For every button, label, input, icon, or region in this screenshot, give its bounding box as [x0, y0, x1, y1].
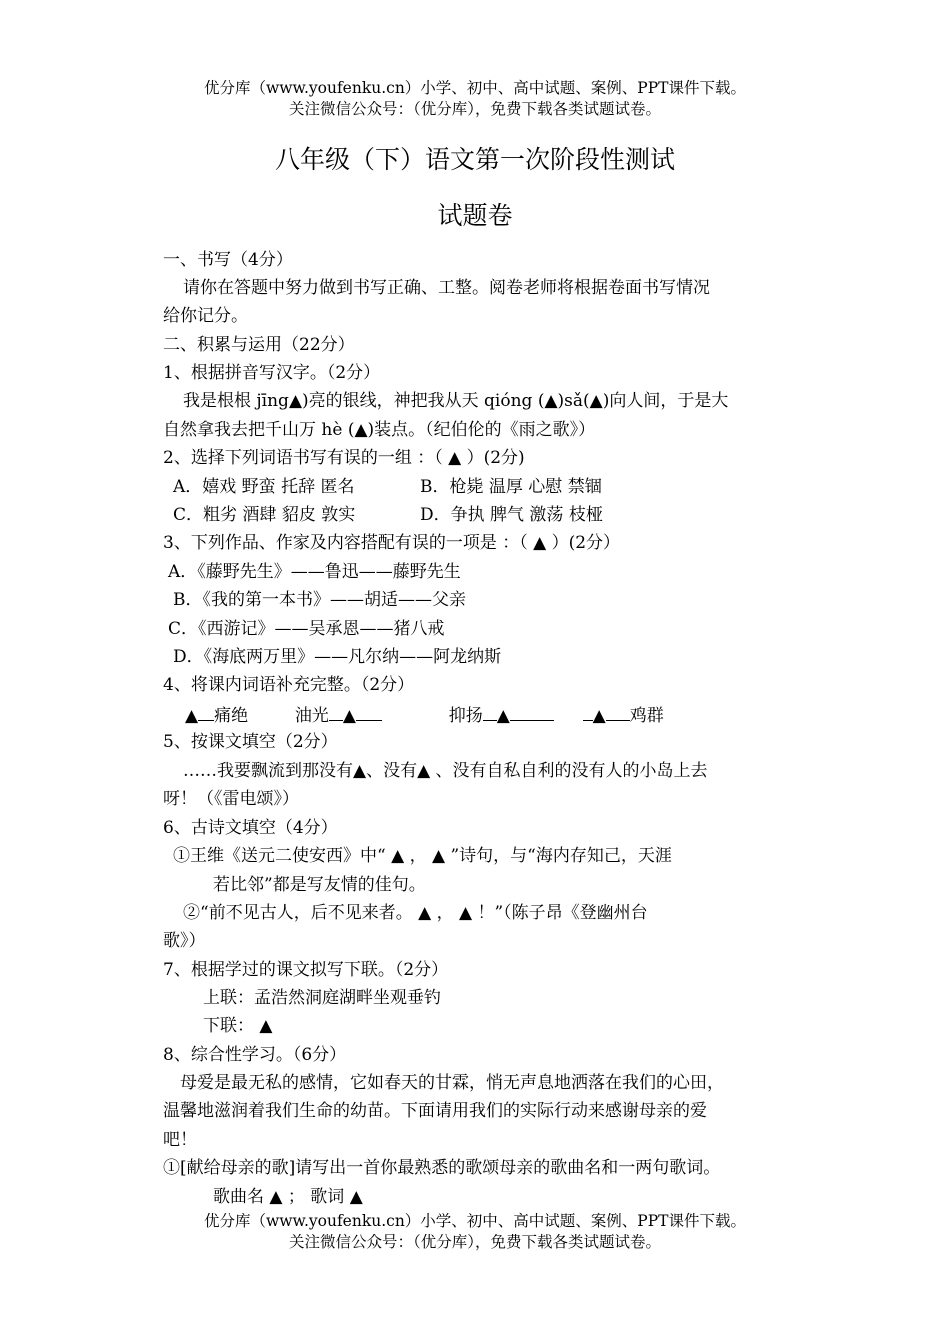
q2-option-a: A．嬉戏 野蛮 托辞 匿名 [173, 477, 355, 497]
q2-option-b: B．枪毙 温厚 心慰 禁锢 [420, 477, 602, 497]
q5-line-1: ……我要飘流到那没有▲、没有▲ 、没有自私自利的没有人的小岛上去 [183, 761, 708, 781]
q4-blank-1: ▲ [185, 706, 199, 726]
q6-line-1: ①王维《送元二使安西》中“ ▲ ， ▲ ”诗句，与“海内存知己，天涯 [173, 846, 672, 866]
q8-heading: 8、综合性学习。（6分） [163, 1045, 347, 1065]
q3-heading: 3、下列作品、作家及内容搭配有误的一项是 ：（ ▲ ）(2分） [163, 533, 621, 553]
q4-underline-4a [583, 702, 593, 721]
footer-line-1: 优分库（www.youfenku.cn）小学、初中、高中试题、案例、PPT课件下载。 [203, 1212, 747, 1230]
q7-lower-couplet: 下联： ▲ [203, 1016, 273, 1036]
q3-option-c: C．《西游记》——吴承恩——猪八戒 [168, 619, 445, 639]
q4-underline-2a [329, 702, 343, 721]
q4-blank-3: ▲ [496, 706, 510, 726]
q4-blank-4: ▲ [592, 706, 606, 726]
q4-underline-3b [510, 702, 554, 721]
q2-option-c: C．粗劣 酒肆 貂皮 敦实 [173, 505, 356, 525]
q4-underline-4b [606, 702, 630, 721]
q6-line-3: ②“前不见古人，后不见来者。 ▲ ， ▲ ！”（陈子昂《登幽州台 [183, 903, 648, 923]
section-1-heading: 一、书写（4分） [163, 250, 293, 270]
q6-line-4: 歌》） [163, 931, 206, 951]
q4-blank-2: ▲ [342, 706, 356, 726]
q3-option-d: D．《海底两万里》——凡尔纳——阿龙纳斯 [173, 647, 502, 667]
q7-heading: 7、根据学过的课文拟写下联。（2分） [163, 960, 449, 980]
q6-line-2: 若比邻”都是写友情的佳句。 [213, 875, 426, 895]
q8-paragraph-2: 温馨地滋润着我们生命的幼苗。下面请用我们的实际行动来感谢母亲的爱 [163, 1101, 707, 1121]
q6-heading: 6、古诗文填空（4分） [163, 818, 338, 838]
q4-item-2: 油光 [294, 706, 329, 726]
q2-option-d: D．争执 脾气 激荡 枝桠 [420, 505, 603, 525]
q3-option-b: B．《我的第一本书》——胡适——父亲 [173, 590, 466, 610]
q1-heading: 1、根据拼音写汉字。（2分） [163, 363, 381, 383]
section-1-text-2: 给你记分。 [163, 306, 248, 326]
q4-heading: 4、将课内词语补充完整。（2分） [163, 675, 415, 695]
q7-upper-couplet: 上联：孟浩然洞庭湖畔坐观垂钓 [203, 988, 441, 1008]
q8-paragraph-3: 吧！ [163, 1130, 197, 1150]
q8-paragraph-1: 母爱是最无私的感情，它如春天的甘霖，悄无声息地洒落在我们的心田， [180, 1073, 724, 1093]
q5-heading: 5、按课文填空（2分） [163, 732, 338, 752]
q5-line-2: 呀！（《雷电颂》） [163, 789, 299, 809]
page-title: 八年级（下）语文第一次阶段性测试 [274, 145, 675, 174]
q4-item-3: 抑扬 [448, 706, 483, 726]
footer-line-2: 关注微信公众号：（优分库），免费下载各类试题试卷。 [288, 1233, 661, 1251]
header-line-1: 优分库（www.youfenku.cn）小学、初中、高中试题、案例、PPT课件下载。 [203, 79, 747, 97]
header-line-2: 关注微信公众号：（优分库），免费下载各类试题试卷。 [288, 100, 661, 118]
q4-item-4: 鸡群 [629, 706, 664, 726]
q4-items [185, 702, 664, 728]
q1-line-1: 我是根根 jīng▲)亮的银线，神把我从天 qióng (▲)sǎ(▲)向人间，于是大 [183, 391, 729, 411]
q4-underline-3a [483, 702, 497, 721]
q4-item-1: 痛绝 [214, 706, 249, 726]
q4-underline-2b [356, 702, 382, 721]
section-2-heading: 二、积累与运用（22分） [163, 335, 355, 355]
q4-underline-1 [198, 702, 214, 721]
q1-line-2: 自然拿我去把千山万 hè (▲)装点。（纪伯伦的《雨之歌》） [163, 420, 596, 440]
q8-answer-line: 歌曲名 ▲ ； 歌词 ▲ [213, 1187, 363, 1207]
section-1-text-1: 请你在答题中努力做到书写正确、工整。阅卷老师将根据卷面书写情况 [183, 278, 710, 298]
q3-option-a: A．《藤野先生》——鲁迅——藤野先生 [168, 562, 461, 582]
q8-sub-1: ①[献给母亲的歌]请写出一首你最熟悉的歌颂母亲的歌曲名和一两句歌词。 [163, 1158, 721, 1178]
page-subtitle: 试题卷 [437, 201, 513, 230]
q2-heading: 2、选择下列词语书写有误的一组 ：（ ▲ ）(2分) [163, 448, 525, 468]
